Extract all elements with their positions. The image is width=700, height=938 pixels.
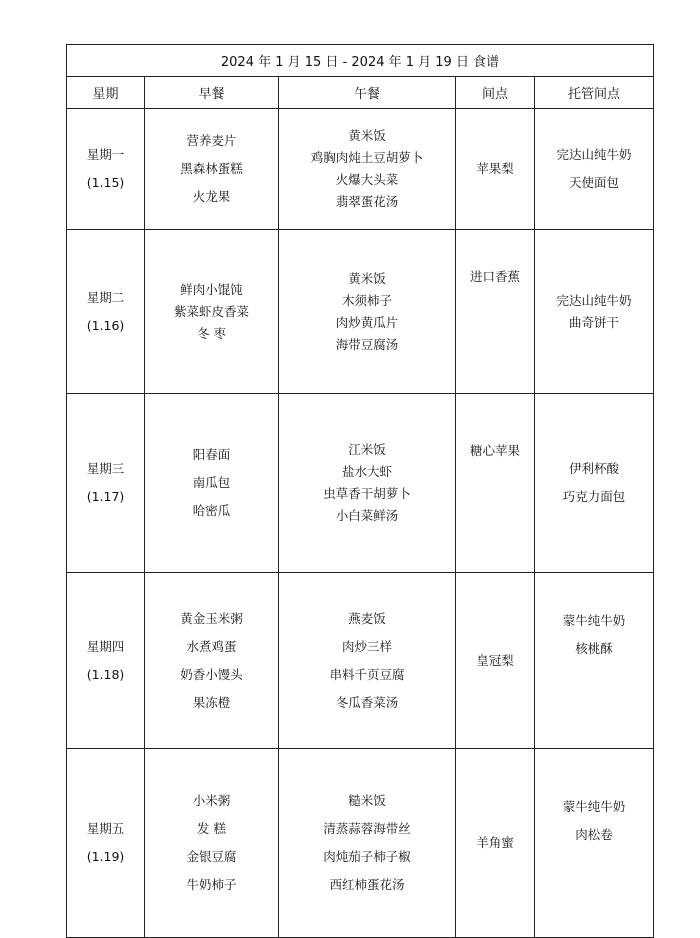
header-snack: 间点 (456, 77, 535, 109)
menu-item: 紫菜虾皮香菜 (173, 303, 249, 319)
menu-item: 糖心苹果 (469, 443, 520, 458)
header-breakfast: 早餐 (145, 77, 279, 109)
menu-item: 肉松卷 (575, 827, 613, 842)
menu-table (66, 44, 654, 938)
breakfast-cell (145, 394, 279, 573)
table-row (67, 749, 654, 938)
menu-item: 火爆大头菜 (335, 172, 399, 187)
menu-item: 果冻橙 (192, 694, 231, 710)
menu-item: 黄金玉米粥 (180, 610, 243, 626)
menu-item: 鲜肉小馄饨 (180, 281, 243, 297)
menu-item: 西红柿蛋花汤 (329, 877, 405, 892)
menu-item: 黄米饭 (348, 270, 386, 286)
menu-item: 海带豆腐汤 (335, 336, 399, 352)
day-date: (1.16) (86, 317, 125, 333)
table-row (67, 230, 654, 394)
menu-item: 伊利杯酸 (568, 461, 619, 476)
care-snack-cell (535, 749, 654, 938)
menu-item: 串料千页豆腐 (329, 666, 405, 682)
day-cell (67, 749, 145, 938)
menu-item: 发 糕 (197, 821, 226, 836)
day-name: 星期二 (86, 289, 125, 305)
day-date: (1.17) (86, 489, 125, 504)
menu-item: 牛奶柿子 (186, 877, 237, 892)
care-snack-cell (535, 230, 654, 394)
menu-item: 糙米饭 (348, 793, 386, 808)
table-row (67, 573, 654, 749)
menu-item: 哈密瓜 (192, 503, 231, 518)
menu-item: 核桃酥 (575, 641, 613, 656)
menu-item: 蒙牛纯牛奶 (562, 613, 626, 628)
menu-item: 进口香蕉 (469, 269, 520, 284)
menu-item: 冬瓜香菜汤 (335, 694, 399, 710)
menu-item: 盐水大虾 (341, 464, 392, 479)
menu-item: 水煮鸡蛋 (186, 638, 237, 654)
day-date: (1.19) (86, 849, 125, 864)
day-cell (67, 109, 145, 230)
menu-item: 巧克力面包 (562, 489, 626, 504)
menu-item: 黑森林蛋糕 (180, 161, 243, 176)
day-date: (1.18) (86, 666, 125, 682)
care-snack-cell (535, 109, 654, 230)
menu-item: 羊角蜜 (476, 835, 514, 850)
menu-item: 冬 枣 (197, 325, 226, 341)
lunch-cell (279, 109, 456, 230)
menu-item: 清蒸蒜蓉海带丝 (323, 821, 411, 836)
care-snack-cell (535, 394, 654, 573)
menu-item: 翡翠蛋花汤 (335, 194, 399, 209)
day-date: (1.15) (86, 175, 125, 190)
menu-item: 虫草香干胡萝卜 (323, 486, 411, 501)
day-cell (67, 394, 145, 573)
menu-item: 肉炖茄子柿子椒 (323, 849, 411, 864)
day-name: 星期三 (86, 461, 125, 476)
table-row (67, 109, 654, 230)
breakfast-cell (145, 573, 279, 749)
menu-item: 金银豆腐 (186, 849, 237, 864)
lunch-cell (279, 573, 456, 749)
breakfast-cell (145, 749, 279, 938)
table-row (67, 394, 654, 573)
menu-item: 小白菜鲜汤 (335, 508, 399, 523)
lunch-cell (279, 394, 456, 573)
lunch-cell (279, 749, 456, 938)
menu-item: 皇冠梨 (476, 652, 514, 668)
menu-item: 木须柿子 (341, 292, 392, 308)
menu-item: 曲奇饼干 (568, 314, 619, 330)
header-weekday: 星期 (67, 77, 145, 109)
menu-item: 火龙果 (192, 189, 231, 204)
snack-cell (456, 109, 535, 230)
menu-item: 燕麦饭 (348, 610, 386, 626)
snack-cell (456, 749, 535, 938)
care-snack-cell (535, 573, 654, 749)
menu-item: 奶香小馒头 (180, 666, 243, 682)
menu-item: 肉炒黄瓜片 (335, 314, 399, 330)
menu-item: 小米粥 (192, 793, 231, 808)
header-care-snack: 托管间点 (535, 77, 654, 109)
menu-item: 阳春面 (192, 447, 231, 462)
snack-cell (456, 573, 535, 749)
snack-cell (456, 230, 535, 394)
menu-item: 苹果梨 (476, 161, 514, 176)
lunch-cell (279, 230, 456, 394)
breakfast-cell (145, 109, 279, 230)
menu-item: 江米饭 (348, 442, 386, 457)
breakfast-cell (145, 230, 279, 394)
menu-item: 天使面包 (568, 175, 619, 190)
menu-item: 黄米饭 (348, 128, 386, 143)
day-name: 星期四 (86, 638, 125, 654)
menu-title: 2024 年 1 月 15 日 - 2024 年 1 月 19 日 食谱 (67, 45, 654, 77)
menu-item: 鸡胸肉炖土豆胡萝卜 (310, 150, 424, 165)
menu-item: 肉炒三样 (341, 638, 392, 654)
menu-item: 完达山纯牛奶 (556, 147, 632, 162)
menu-item: 营养麦片 (186, 133, 237, 148)
menu-item: 完达山纯牛奶 (556, 292, 632, 308)
header-lunch: 午餐 (279, 77, 456, 109)
day-name: 星期一 (86, 147, 125, 162)
menu-item: 蒙牛纯牛奶 (562, 799, 626, 814)
snack-cell (456, 394, 535, 573)
day-cell (67, 573, 145, 749)
day-cell (67, 230, 145, 394)
day-name: 星期五 (86, 821, 125, 836)
menu-item: 南瓜包 (192, 475, 231, 490)
